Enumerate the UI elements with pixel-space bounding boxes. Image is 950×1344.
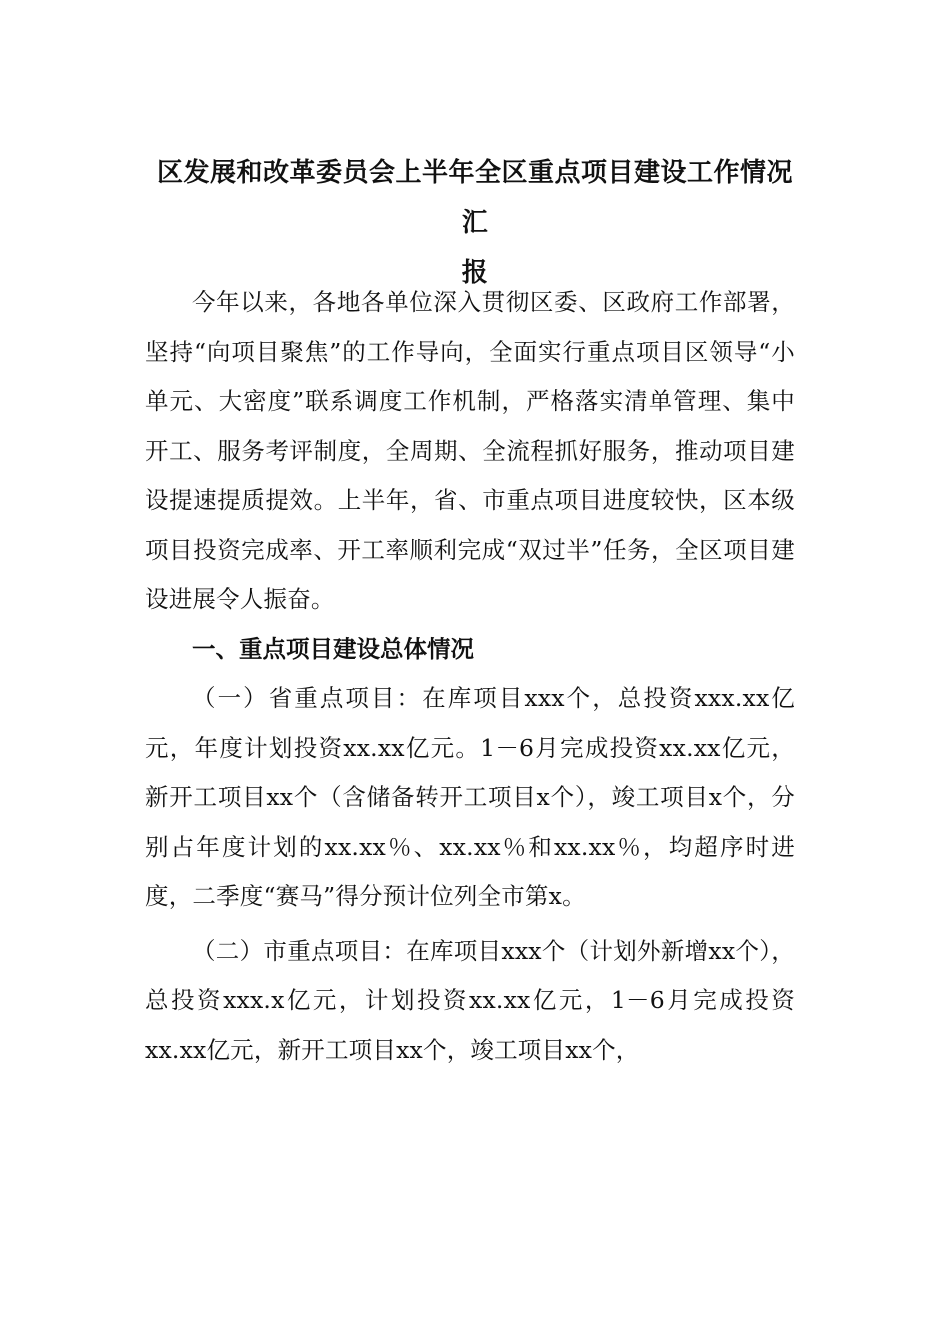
document-body (145, 278, 795, 1075)
title-line-1: 区发展和改革委员会上半年全区重点项目建设工作情况汇 (156, 158, 793, 238)
title-line-2: 报 (461, 258, 489, 288)
document-title (150, 148, 800, 298)
section-heading: 一、重点项目建设总体情况 (192, 634, 474, 663)
intro-paragraph: 今年以来，各地各单位深入贯彻区委、区政府工作部署，坚持“向项目聚焦”的工作导向，全面实行重点项目区领导“小单元、大密度”联系调度工作机制，严格落实清单管理、集中开工、服务考评制度，全周期、全流程抓好服务，推动项目建设提速提质提效。上半年，省、市重点项目进度较快，区本级项目投资完成率、开工率顺利完成“双过半”任务，全区项目建设进展令人振奋。 (145, 288, 795, 613)
provincial-projects-paragraph: （一）省重点项目：在库项目xxx个，总投资xxx.xx亿元，年度计划投资xx.xx亿元。1－6月完成投资xx.xx亿元，新开工项目xx个（含储备转开工项目x个），竣工项目x个，分别占年度计划的xx.xx％、xx.xx％和xx.xx％，均超序时进度，二季度“赛马”得分预计位列全市第x。 (145, 684, 795, 910)
municipal-projects-paragraph: （二）市重点项目：在库项目xxx个（计划外新增xx个），总投资xxx.x亿元，计划投资xx.xx亿元，1－6月完成投资xx.xx亿元，新开工项目xx个，竣工项目xx个， (145, 936, 795, 1064)
